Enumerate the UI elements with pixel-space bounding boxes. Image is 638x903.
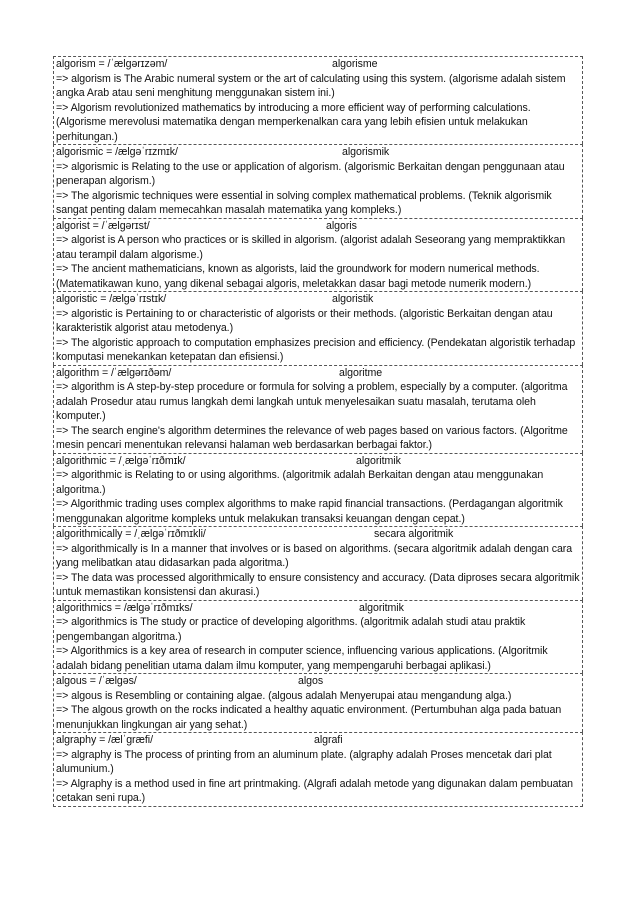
entry-example: => Algorithmics is a key area of research in computer science, influencing various applications. (Algoritmik adalah bidang penelitian utama dalam ilmu komputer, yang mempengaruhi berbagai aplikasi.) [56, 645, 548, 672]
entry-translation: algrafi [314, 734, 343, 746]
glossary-entry [53, 526, 583, 600]
entry-translation: algorismik [342, 146, 390, 158]
entry-example: => The data was processed algorithmically to ensure consistency and accuracy. (Data diproses secara algoritmik untuk memastikan konsistensi dan akurasi.) [56, 571, 580, 598]
entry-example: => The algous growth on the rocks indicated a healthy aquatic environment. (Pertumbuhan alga pada batuan menunjukkan lingkungan air yang sehat.) [56, 704, 562, 731]
entry-translation: algoritmik [356, 454, 401, 467]
glossary-sheet [53, 56, 583, 807]
entry-term: algorithmics = /ælɡəˈrɪðmɪks/ [56, 601, 193, 614]
entry-term: algous = /ˈælɡəs/ [56, 675, 137, 687]
glossary-entry [53, 144, 583, 218]
entry-definition: => algoristic is Pertaining to or characteristic of algorists or their methods. (algoristic Berkaitan dengan atau karakteristik algorist atau metodenya.) [56, 307, 553, 334]
entry-example: => The algorismic techniques were essential in solving complex mathematical problems. (Teknik algorismik sangat penting dalam memecahkan masalah matematika yang kompleks.) [56, 189, 552, 216]
entry-definition: => algorist is A person who practices or is skilled in algorism. (algorist adalah Seseorang yang mempraktikkan atau terampil dalam algorisme.) [56, 234, 566, 261]
entry-header [56, 292, 580, 307]
entry-definition: => algorithmics is The study or practice of developing algorithms. (algoritmik adalah studi atau praktik pengembangan algoritma.) [56, 616, 526, 643]
entry-translation: algos [298, 675, 324, 687]
entry-definition: => algorithmically is In a manner that involves or is based on algorithms. (secara algoritmik adalah dengan cara yang melibatkan atau didasarkan pada algoritma.) [56, 542, 573, 569]
entry-example: => The algoristic approach to computation emphasizes precision and efficiency. (Pendekatan algoristik terhadap komputasi menekankan ketepatan dan efisiensi.) [56, 336, 576, 363]
entry-example: => Algorism revolutionized mathematics by introducing a more efficient way of performing calculations. (Algorisme merevolusi matematika dengan memperkenalkan cara yang lebih efisien untuk melakukan perhitungan.) [56, 101, 531, 143]
entry-header [56, 733, 580, 748]
entry-definition: => algorithm is A step-by-step procedure or formula for solving a problem, especially by a computer. (algoritma adalah Prosedur atau rumus langkah demi langkah untuk menyelesaikan suatu masalah, terutama oleh komputer.) [56, 381, 568, 422]
entry-header [56, 219, 580, 234]
entry-translation: algoritme [339, 366, 383, 379]
entry-translation: algoristik [332, 293, 374, 305]
entry-header [56, 674, 580, 689]
glossary-entry [53, 600, 583, 674]
entry-header [56, 527, 580, 542]
entry-term: algorist = /ˈælɡərɪst/ [56, 219, 150, 232]
entry-example: => The ancient mathematicians, known as algorists, laid the groundwork for modern numerical methods. (Matematikawan kuno, yang dikenal sebagai algoris, meletakkan dasar bagi metode numerik modern.) [56, 263, 540, 290]
glossary-entry [53, 365, 583, 453]
entry-translation: algorisme [332, 58, 378, 70]
entry-term: algorithm = /ˈælɡərɪðəm/ [56, 366, 172, 379]
entry-translation: algoris [326, 219, 357, 232]
entry-header [56, 145, 580, 160]
entry-term: algoristic = /ælɡəˈrɪstɪk/ [56, 293, 167, 305]
glossary-entry [53, 291, 583, 365]
entry-definition: => algorismic is Relating to the use or application of algorism. (algorismic Berkaitan dengan penggunaan atau penerapan algorism.) [56, 160, 565, 187]
entry-header [56, 57, 580, 72]
entry-term: algorithmic = /ˌælɡəˈrɪðmɪk/ [56, 454, 186, 467]
entry-definition: => algorithmic is Relating to or using algorithms. (algoritmik adalah Berkaitan dengan atau menggunakan algoritma.) [56, 469, 544, 496]
entry-example: => Algorithmic trading uses complex algorithms to make rapid financial transactions. (Perdagangan algoritmik menggunakan algoritme kompleks untuk melakukan transaksi keuangan dengan cepat.) [56, 498, 563, 525]
entry-definition: => algraphy is The process of printing from an aluminum plate. (algraphy adalah Proses mencetak dari plat alumunium.) [56, 748, 552, 775]
glossary-entry [53, 732, 583, 807]
entry-example: => The search engine's algorithm determines the relevance of web pages based on various factors. (Algoritme mesin pencari menentukan relevansi halaman web berdasarkan berbagai faktor.) [56, 424, 568, 451]
glossary-entry [53, 673, 583, 732]
glossary-entry [53, 56, 583, 144]
entry-translation: algoritmik [359, 601, 404, 614]
entry-term: algorism = /ˈælɡərɪzəm/ [56, 58, 168, 70]
entry-example: => Algraphy is a method used in fine art printmaking. (Algrafi adalah metode yang digunakan dalam pembuatan cetakan seni rupa.) [56, 777, 574, 804]
glossary-entry [53, 453, 583, 527]
entry-header [56, 366, 580, 381]
entry-header [56, 601, 580, 616]
entry-definition: => algorism is The Arabic numeral system or the art of calculating using this system. (algorisme adalah sistem angka Arab atau seni menghitung menggunakan sistem ini.) [56, 72, 566, 99]
entry-header [56, 454, 580, 469]
entry-translation: secara algoritmik [374, 528, 454, 540]
entry-definition: => algous is Resembling or containing algae. (algous adalah Menyerupai atau mengandung alga.) [56, 689, 512, 702]
glossary-entry [53, 218, 583, 292]
entry-term: algorithmically = /ˌælɡəˈrɪðmɪkli/ [56, 528, 206, 540]
entry-term: algraphy = /ælˈɡræfi/ [56, 734, 153, 746]
entry-term: algorismic = /ælɡəˈrɪzmɪk/ [56, 146, 178, 158]
